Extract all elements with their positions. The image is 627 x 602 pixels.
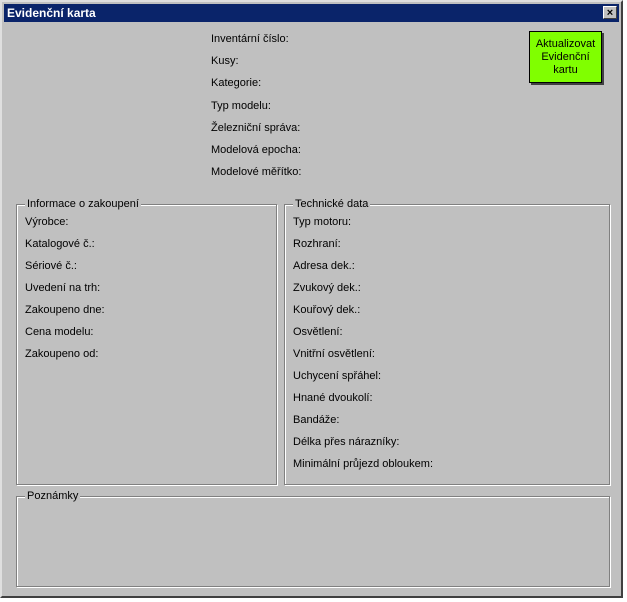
purchase-field-label: Zakoupeno od: [25,348,99,360]
purchase-field-label: Zakoupeno dne: [25,304,105,316]
technical-field-label: Osvětlení: [293,326,343,338]
purchase-field-label: Sériové č.: [25,260,77,272]
card-field-label: Inventární číslo: [211,33,289,45]
notes-title: Poznámky [27,490,79,502]
technical-field-label: Kouřový dek.: [293,304,361,316]
technical-field-label: Typ motoru: [293,216,352,228]
card-field-label: Modelové měřítko: [211,166,302,179]
purchase-field-label: Výrobce: [25,216,69,228]
close-icon: × [606,7,614,19]
technical-field-label: Bandáže: [293,414,340,426]
purchase-info-title: Informace o zakoupení [27,198,139,210]
technical-field-label: Adresa dek.: [293,260,355,272]
update-card-button[interactable]: Aktualizovat Evidenční kartu [529,31,602,83]
technical-field-label: Délka přes nárazníky: [293,436,400,448]
technical-data-title: Technické data [295,198,369,210]
card-field-label: Kusy: [211,55,239,68]
technical-field-label: Hnané dvoukolí: [293,392,373,404]
window-title: Evidenční karta [7,6,96,20]
purchase-field-label: Katalogové č.: [25,238,95,250]
close-button[interactable] [603,6,617,19]
technical-field-label: Minimální průjezd obloukem: [293,458,434,470]
card-field-label: Typ modelu: [211,99,271,112]
technical-field-label: Rozhraní: [293,238,341,250]
card-field-label: Modelová epocha: [211,144,301,156]
technical-field-label: Vnitřní osvětlení: [293,348,375,360]
technical-data-group [284,198,610,485]
notes-group[interactable] [16,490,610,587]
purchase-info-group [16,198,277,485]
technical-field-label: Zvukový dek.: [293,282,361,294]
card-field-label: Kategorie: [211,77,262,90]
technical-field-label: Uchycení spřáhel: [293,370,382,382]
purchase-field-label: Uvedení na trh: [25,282,101,294]
card-field-label: Železniční správa: [211,121,301,134]
title-bar[interactable] [4,4,619,22]
purchase-field-label: Cena modelu: [25,326,94,338]
